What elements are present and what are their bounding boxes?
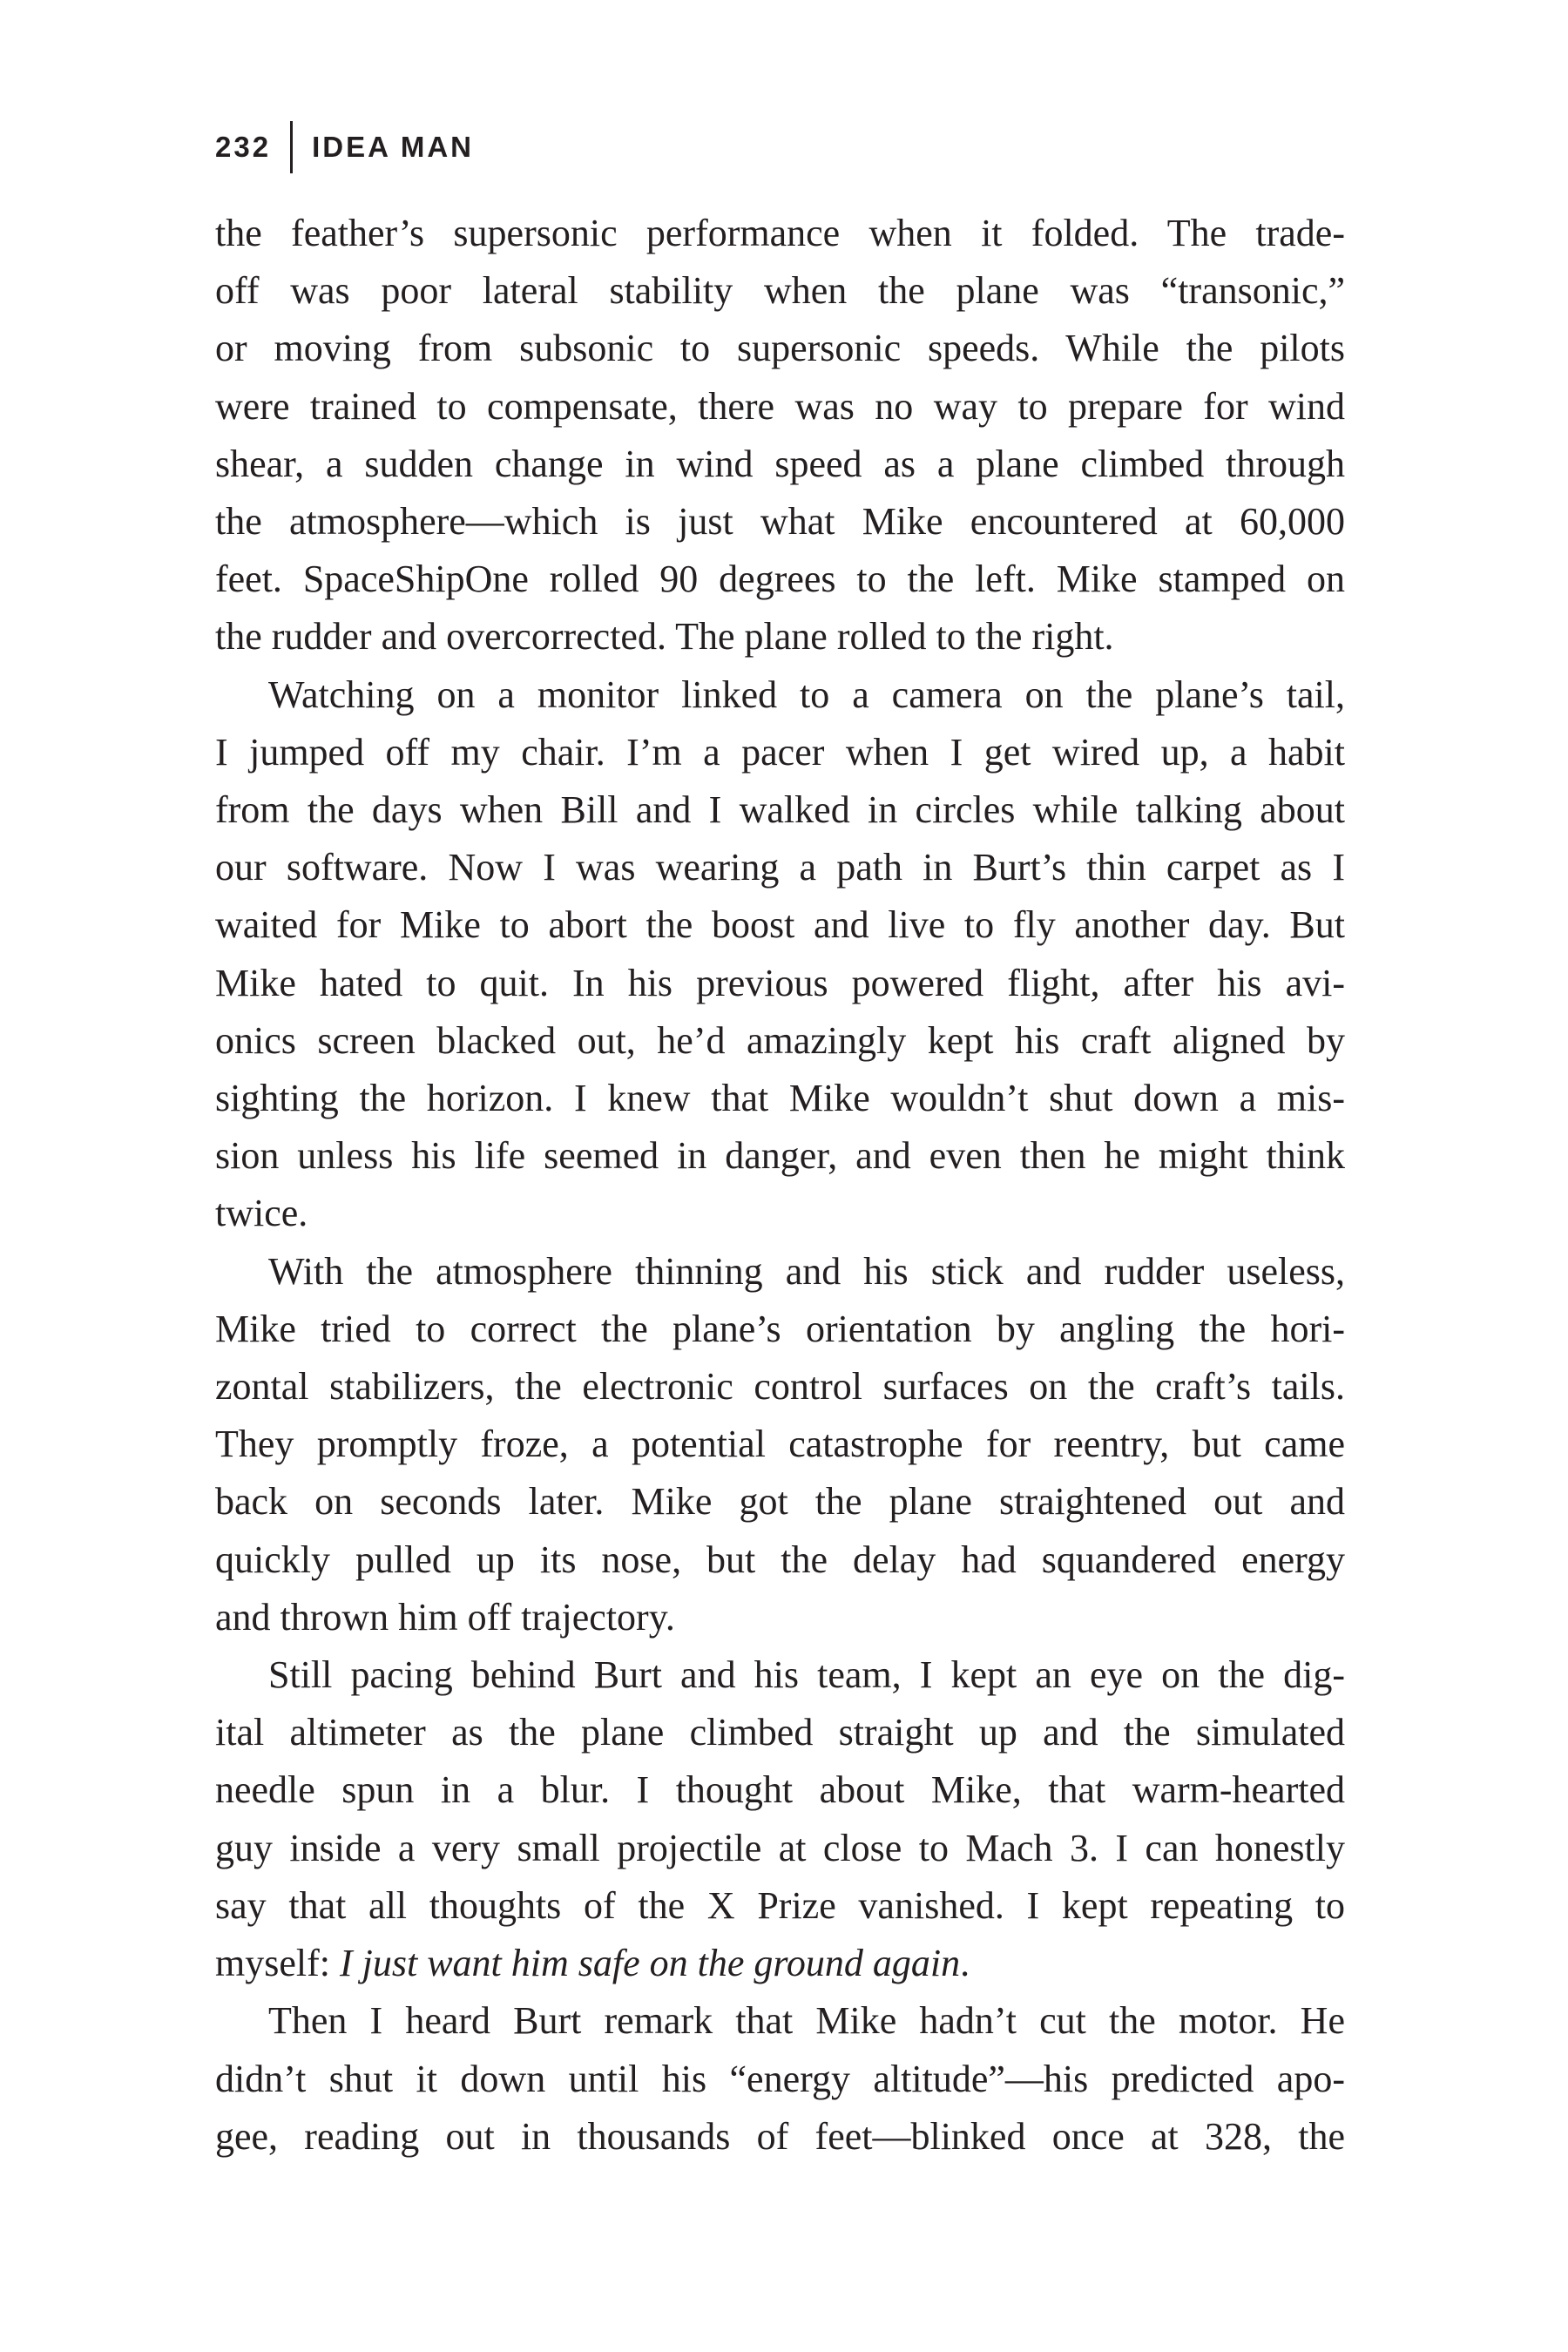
running-head <box>215 125 474 170</box>
text-line: Then I heard Burt remark that Mike hadn’t cut the motor. He <box>268 1999 1345 2043</box>
text-line: off was poor lateral stability when the plane was “transonic,” <box>215 269 1345 313</box>
text-line: Watching on a monitor linked to a camera on the plane’s tail, <box>268 672 1345 716</box>
text-line-final <box>215 1935 1345 1992</box>
text-line: sion unless his life seemed in danger, and even then he might think <box>215 1134 1345 1178</box>
italic-text-run: I just want him safe on the ground again <box>339 1942 961 1985</box>
text-line: and thrown him off trajectory. <box>215 1595 675 1639</box>
text-run: . <box>960 1942 970 1985</box>
text-line: or moving from subsonic to supersonic speeds. While the pilots <box>215 327 1345 370</box>
page-number: 232 <box>215 131 272 163</box>
text-line: didn’t shut it down until his “energy altitude”—his predicted apo- <box>215 2057 1345 2100</box>
paragraph-1 <box>215 205 1345 666</box>
text-line: Mike hated to quit. In his previous powered flight, after his avi- <box>215 961 1345 1004</box>
paragraph-5 <box>215 1992 1345 2166</box>
text-line: waited for Mike to abort the boost and live to fly another day. But <box>215 903 1345 947</box>
text-line: onics screen blacked out, he’d amazingly kept his craft aligned by <box>215 1018 1345 1062</box>
text-line: were trained to compensate, there was no way to prepare for wind <box>215 384 1345 428</box>
text-line: needle spun in a blur. I thought about Mike, that warm-hearted <box>215 1768 1345 1812</box>
text-line: With the atmosphere thinning and his stick and rudder useless, <box>268 1249 1345 1293</box>
text-line: Still pacing behind Burt and his team, I kept an eye on the dig- <box>268 1653 1345 1697</box>
text-line: feet. SpaceShipOne rolled 90 degrees to the left. Mike stamped on <box>215 558 1345 601</box>
text-run: myself: <box>215 1942 340 1985</box>
text-line: zontal stabilizers, the electronic control surfaces on the craft’s tails. <box>215 1365 1345 1409</box>
text-line: They promptly froze, a potential catastrophe for reentry, but came <box>215 1423 1345 1466</box>
paragraph-4 <box>215 1646 1345 1992</box>
text-line: from the days when Bill and I walked in circles while talking about <box>215 788 1345 832</box>
text-line: shear, a sudden change in wind speed as a plane climbed through <box>215 442 1345 485</box>
text-line: guy inside a very small projectile at close to Mach 3. I can honestly <box>215 1826 1345 1869</box>
text-line: gee, reading out in thousands of feet—blinked once at 328, the <box>215 2114 1345 2158</box>
text-line: twice. <box>215 1192 308 1235</box>
paragraph-2 <box>215 666 1345 1243</box>
text-line: the rudder and overcorrected. The plane rolled to the right. <box>215 615 1114 659</box>
text-line: back on seconds later. Mike got the plane straightened out and <box>215 1480 1345 1524</box>
text-line: our software. Now I was wearing a path in Burt’s thin carpet as I <box>215 846 1345 889</box>
text-line: the atmosphere—which is just what Mike encountered at 60,000 <box>215 500 1345 544</box>
header-divider <box>290 121 293 173</box>
paragraph-3 <box>215 1243 1345 1646</box>
body-text <box>215 205 1345 2166</box>
text-line: say that all thoughts of the X Prize vanished. I kept repeating to <box>215 1883 1345 1927</box>
running-title: IDEA MAN <box>312 131 475 163</box>
text-line: sighting the horizon. I knew that Mike wouldn’t shut down a mis- <box>215 1077 1345 1120</box>
text-line: the feather’s supersonic performance when it folded. The trade- <box>215 212 1345 254</box>
text-line: I jumped off my chair. I’m a pacer when I get wired up, a habit <box>215 730 1345 774</box>
text-line: quickly pulled up its nose, but the delay had squandered energy <box>215 1538 1345 1581</box>
text-line: ital altimeter as the plane climbed straight up and the simulated <box>215 1711 1345 1754</box>
text-line: Mike tried to correct the plane’s orientation by angling the hori- <box>215 1307 1345 1350</box>
